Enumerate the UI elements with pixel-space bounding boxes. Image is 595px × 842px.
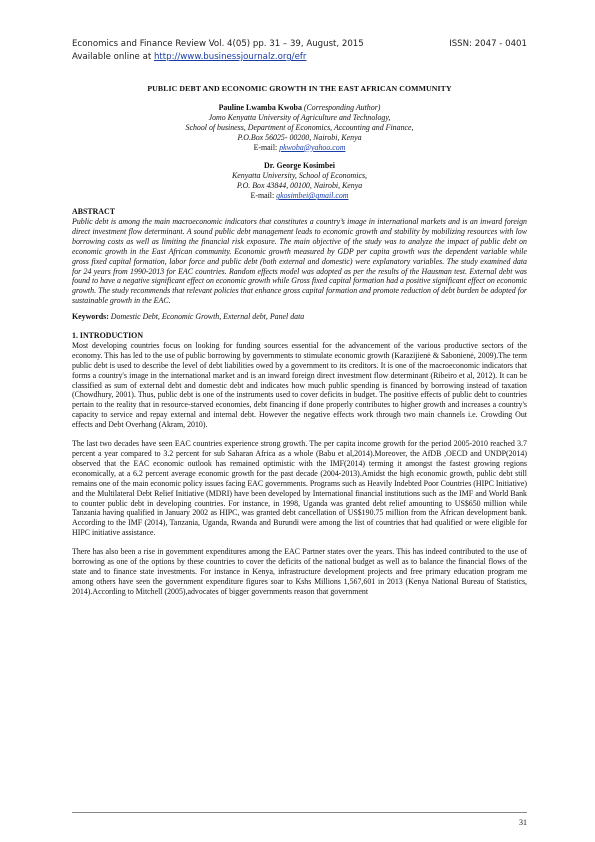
- intro-paragraph-1: Most developing countries focus on looking for funding sources essential for the advancement of the various productive sectors of the economy. This has led to the use of public borrowing by governments to stimulate economic growth (Karazijienė & Sabonienė, 2009).The term public debt is used to describe the level of debt liabilities owed by a government to its creditors. It is one of the macroeconomic indicators that forms a country's image in the international market and is an inward foreign direct investment flow determinant (Ribeiro et al, 2012). It can be classified as sum of external debt and domestic debt and indicates how much public spending is financed by borrowing instead of taxation (Chowdhury, 2001). Thus, public debt is one of the instruments used to cover deficits in budget. The positive effects of public debt to countries pertain to the reality that in resource-starved economies, debt financing if done properly contributes to higher growth and increases a country's capacity to service and repay external and internal debt. However the negative effects work through two main channels i.e. Crowding Out effects and Debt Overhang (Akram, 2010).: [72, 340, 527, 430]
- author-2-email-link[interactable]: gkosimbei@gmail.com: [276, 191, 349, 201]
- intro-paragraph-3: There has also been a rise in government expenditures among the EAC Partner states over the years. This has indeed contributed to the use of borrowing as one of the options by these countries to cover the deficits of the national budget as well as to balance the financial flows of the state and to finance state investments. For instance in Kenya, infrastructure development projects and free primary education program me among others have seen the government expenditure figures soar to Kshs Millions 1,567,601 in 2013 (Kenya National Bureau of Statistics, 2014).According to Mitchell (2005),advocates of bigger governments reason that government: [72, 547, 527, 596]
- author-2-name: Dr. George Kosimbei: [264, 161, 335, 171]
- paper-body: [72, 84, 527, 597]
- author-1-address: P.O.Box 56025- 00200, Nairobi, Kenya: [237, 132, 362, 142]
- availability-line: [72, 51, 527, 64]
- author-block-1: [72, 103, 527, 153]
- keywords-label: Keywords:: [72, 312, 111, 322]
- journal-url-link[interactable]: http://www.businessjournalz.org/efr: [153, 52, 307, 62]
- paper-title: PUBLIC DEBT AND ECONOMIC GROWTH IN THE EAST AFRICAN COMMUNITY: [147, 84, 452, 93]
- abstract-heading: ABSTRACT: [72, 207, 115, 217]
- keywords-text: Domestic Debt, Economic Growth, External debt, Panel data: [110, 312, 305, 322]
- author-1-email-label: E-mail:: [253, 142, 280, 152]
- author-1-role: (Corresponding Author): [303, 102, 381, 112]
- author-1-name: Pauline Lwamba Kwoba: [218, 102, 302, 112]
- author-block-2: [72, 161, 527, 201]
- author-1-affiliation-1: Jomo Kenyatta University of Agriculture and Technology,: [208, 112, 391, 122]
- author-1-name-line: [72, 103, 527, 113]
- journal-line: Economics and Finance Review Vol. 4(05) pp. 31 – 39, August, 2015: [72, 39, 364, 49]
- introduction-heading: 1. INTRODUCTION: [72, 331, 144, 341]
- issn: ISSN: 2047 - 0401: [449, 39, 527, 49]
- author-2-affiliation: Kenyatta University, School of Economics,: [232, 171, 367, 181]
- footer-rule: [72, 812, 527, 813]
- author-1-email-link[interactable]: pkwoba@yahoo.com: [279, 142, 346, 152]
- abstract-text: Public debt is among the main macroeconomic indicators that constitutes a country’s image in international markets and is an inward foreign direct investment flow determinant. A sound public debt management leads to economic growth and stability by mobilizing resources with low borrowing costs as well as limiting the financial risk exposure. The main objective of the study was to analyze the impact of public debt on economic growth in the East African community. Economic growth measured by GDP per capita growth was the dependent variable while gross fixed capital formation, labor force and public debt (both external and domestic) were explanatory variables. The study examined data for 24 years from 1990-2013 for EAC countries. Random effects model was adopted as per the results of the Hausman test. External debt was found to have a negative significant effect on economic growth while Gross fixed capital formation had a positive significant effect on economic growth. The study recommends that relevant policies that enhance gross capital formation and promote reduction of debt burden be adopted for sustainable growth in the EAC.: [72, 216, 527, 306]
- keywords-line: [72, 312, 527, 322]
- author-2-address: P.O. Box 43844, 00100, Nairobi, Kenya: [236, 181, 363, 191]
- page-number: 31: [519, 818, 527, 827]
- available-prefix: Available online at: [72, 52, 154, 62]
- author-2-email-line: [72, 191, 527, 201]
- author-1-email-line: [72, 143, 527, 153]
- running-header: [72, 38, 527, 64]
- intro-paragraph-2: The last two decades have seen EAC countries experience strong growth. The per capita income growth for the period 2005-2010 reached 3.7 percent a year compared to 3.2 percent for sub Saharan Africa as a whole (Babu et al,2014).Moreover, the AfDB ,OECD and UNDP(2014) observed that the EAC economic outlook has remained optimistic with the IMF(2014) terming it amongst the fastest growing regions economically, at a 6.2 percent average economic growth for the past decade (2004-2013).Amidst the high economic growth, public debt still remains one of the main economic policy issues facing EAC governments. Programs such as Heavily Indebted Poor Countries (HIPC Initiative) and the Multilateral Debt Relief Initiative (MDRI) have been developed by International financial institutions such as the IMF and World Bank to counter public debt in developing countries. For instance, in 1998, Uganda was granted debt relief amounting to US$650 million while Tanzania having qualified in January 2002 as HIPC, was granted debt cancellation of US$190.75 million from the African development bank. According to the IMF (2014), Tanzania, Uganda, Rwanda and Burundi were among the list of countries that had qualified or were eligible for HIPC initiative assistance.: [72, 439, 527, 538]
- author-1-affiliation-2: School of business, Department of Economics, Accounting and Finance,: [185, 122, 414, 132]
- author-2-email-label: E-mail:: [250, 191, 277, 201]
